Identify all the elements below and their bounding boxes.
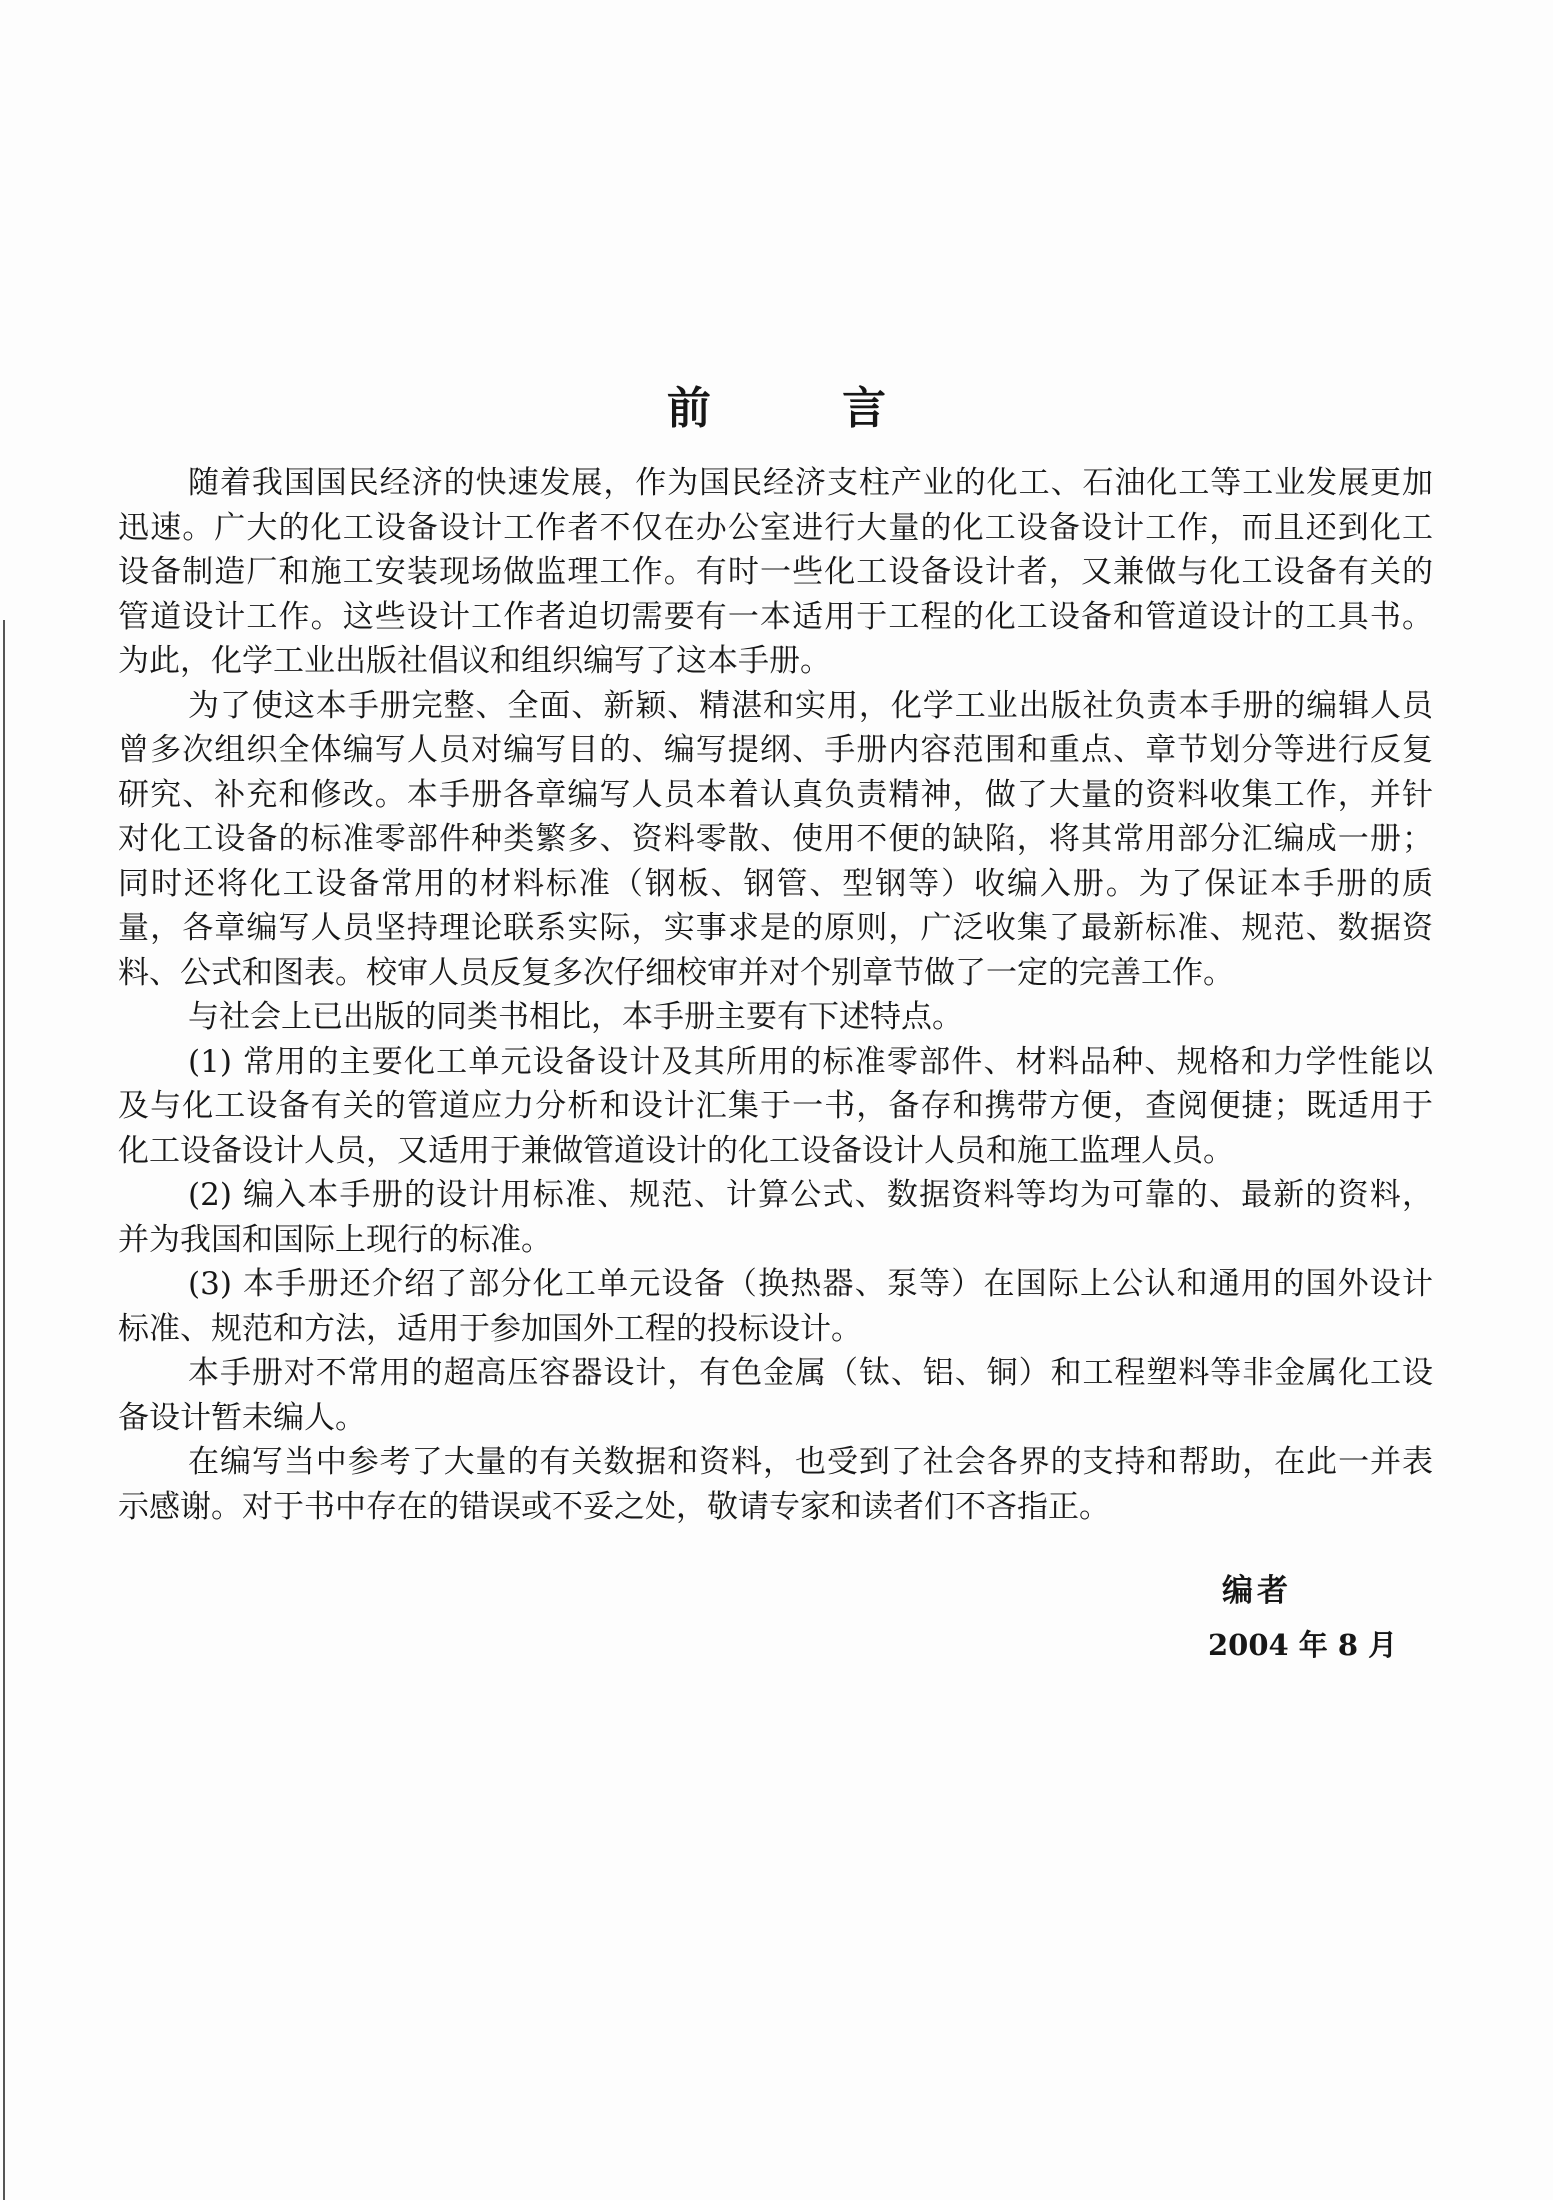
text-line: 迅速。广大的化工设备设计工作者不仅在办公室进行大量的化工设备设计工作，而且还到化工	[118, 509, 1433, 546]
text-line: 并为我国和国际上现行的标准。	[118, 1221, 552, 1258]
paragraph	[118, 461, 1433, 684]
text-line: 示感谢。对于书中存在的错误或不妥之处，敬请专家和读者们不吝指正。	[118, 1488, 1110, 1525]
scan-edge-line	[3, 620, 5, 2200]
paragraph	[118, 995, 1433, 1040]
text-line: 化工设备设计人员，又适用于兼做管道设计的化工设备设计人员和施工监理人员。	[118, 1132, 1234, 1169]
signature-date: 2004 年 8 月	[1208, 1628, 1398, 1662]
text-line: 标准、规范和方法，适用于参加国外工程的投标设计。	[118, 1310, 862, 1347]
text-line: 研究、补充和修改。本手册各章编写人员本着认真负责精神，做了大量的资料收集工作，并针	[118, 776, 1433, 813]
text-line: 管道设计工作。这些设计工作者迫切需要有一本适用于工程的化工设备和管道设计的工具书。	[118, 598, 1433, 635]
preface-body	[118, 461, 1433, 1529]
paragraph	[118, 1040, 1433, 1174]
text-line: 料、公式和图表。校审人员反复多次仔细校审并对个别章节做了一定的完善工作。	[118, 954, 1234, 991]
text-line: 设备制造厂和施工安装现场做监理工作。有时一些化工设备设计者，又兼做与化工设备有关的	[118, 554, 1433, 590]
paragraph	[118, 1440, 1433, 1529]
text-line: 随着我国国民经济的快速发展，作为国民经济支柱产业的化工、石油化工等工业发展更加	[188, 465, 1433, 501]
text-line: 本手册对不常用的超高压容器设计，有色金属（钛、铝、铜）和工程塑料等非金属化工设	[188, 1355, 1433, 1391]
text-line: 为了使这本手册完整、全面、新颖、精湛和实用，化学工业出版社负责本手册的编辑人员	[188, 687, 1433, 724]
text-line: 对化工设备的标准零部件种类繁多、资料零散、使用不便的缺陷，将其常用部分汇编成一册；	[118, 821, 1433, 857]
paragraph	[118, 1262, 1433, 1351]
text-line: (3) 本手册还介绍了部分化工单元设备（换热器、泵等）在国际上公认和通用的国外设计	[188, 1266, 1433, 1302]
text-line: 及与化工设备有关的管道应力分析和设计汇集于一书，备存和携带方便，查阅便捷；既适用于	[118, 1088, 1433, 1124]
text-line: 曾多次组织全体编写人员对编写目的、编写提纲、手册内容范围和重点、章节划分等进行反复	[118, 732, 1433, 768]
text-line: (1) 常用的主要化工单元设备设计及其所用的标准零部件、材料品种、规格和力学性能以	[188, 1043, 1433, 1080]
text-line: (2) 编入本手册的设计用标准、规范、计算公式、数据资料等均为可靠的、最新的资料，	[188, 1177, 1433, 1213]
text-line: 备设计暂未编人。	[118, 1399, 366, 1436]
text-line: 同时还将化工设备常用的材料标准（钢板、钢管、型钢等）收编入册。为了保证本手册的质	[118, 865, 1433, 902]
page-title: 前 言	[666, 383, 945, 434]
paragraph	[118, 1351, 1433, 1440]
signature-author: 编者	[1222, 1573, 1292, 1609]
text-line: 与社会上已出版的同类书相比，本手册主要有下述特点。	[188, 999, 963, 1035]
paragraph	[118, 1173, 1433, 1262]
text-line: 为此，化学工业出版社倡议和组织编写了这本手册。	[118, 643, 831, 679]
text-line: 在编写当中参考了大量的有关数据和资料，也受到了社会各界的支持和帮助，在此一并表	[188, 1444, 1433, 1480]
text-line: 量，各章编写人员坚持理论联系实际，实事求是的原则，广泛收集了最新标准、规范、数据资	[118, 910, 1433, 946]
paragraph	[118, 684, 1433, 996]
